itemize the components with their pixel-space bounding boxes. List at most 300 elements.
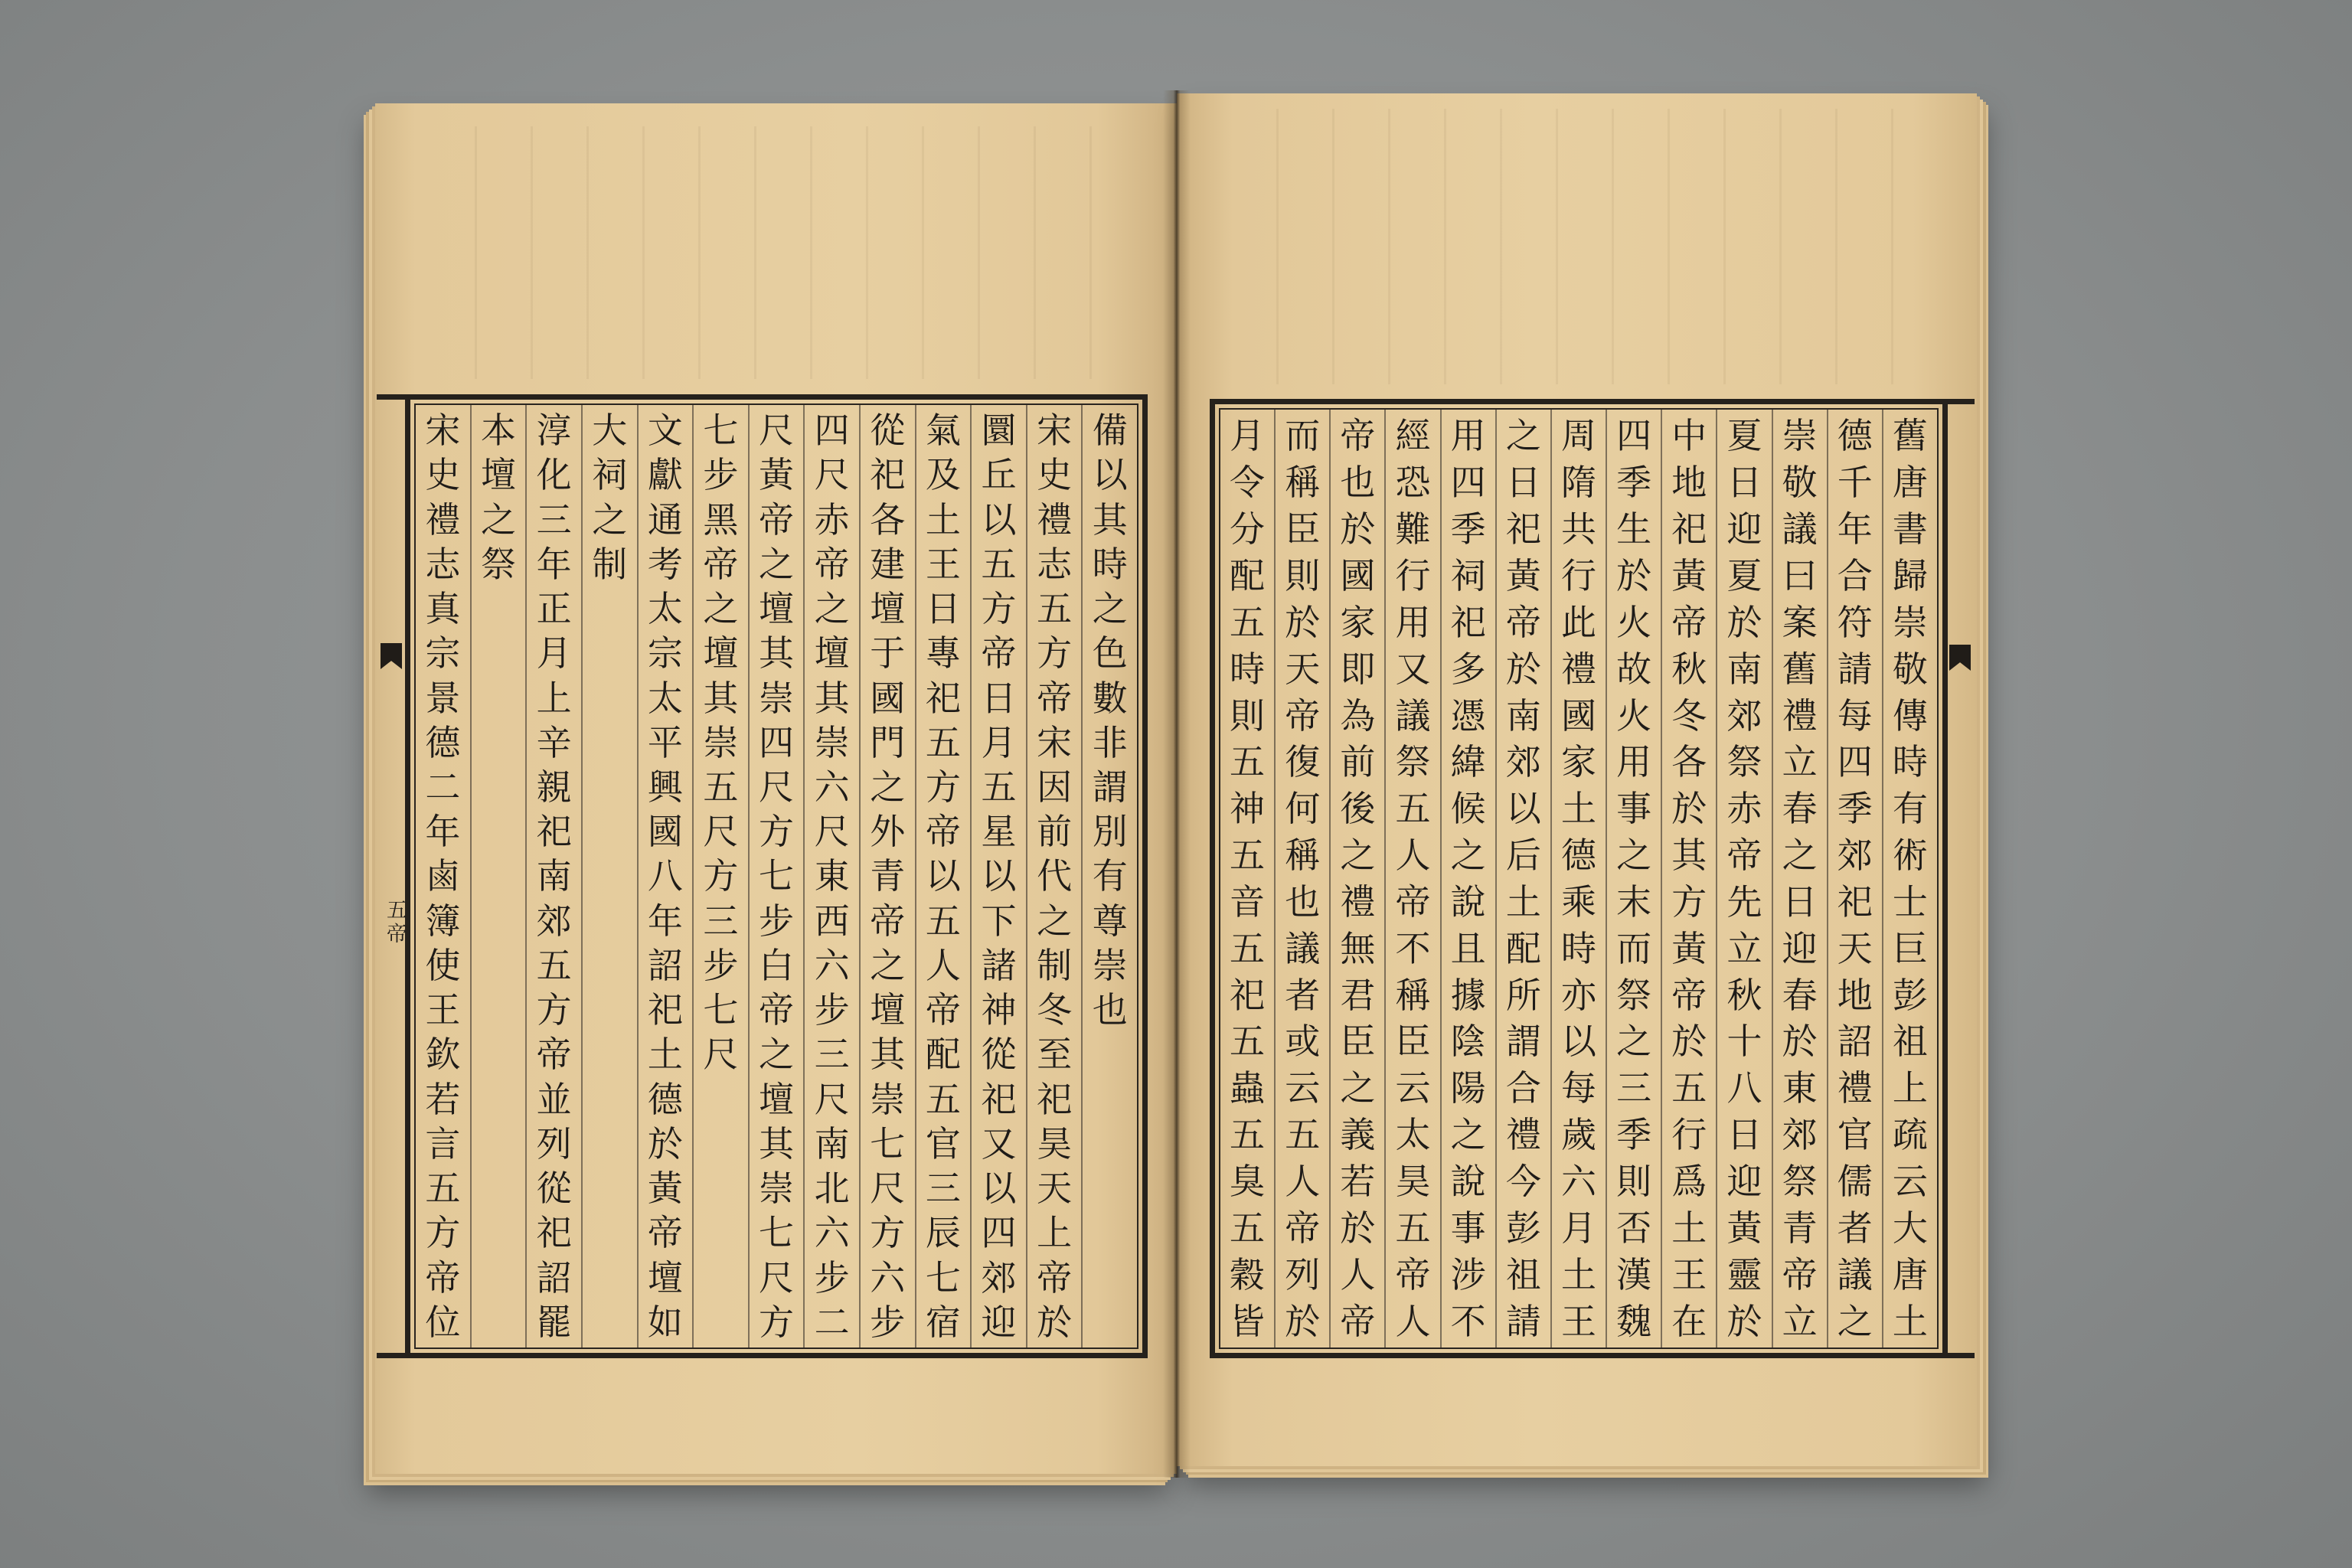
character: 方 — [759, 1301, 795, 1343]
character: 尺 — [870, 1168, 906, 1210]
character: 尺 — [814, 1078, 850, 1120]
character: 德 — [425, 721, 461, 763]
character: 之 — [870, 944, 906, 986]
text-columns — [1220, 410, 1937, 1348]
character: 帝 — [814, 543, 850, 585]
character: 五 — [925, 1078, 961, 1120]
character: 從 — [870, 410, 906, 452]
character: 隋 — [1560, 462, 1596, 504]
character: 之 — [1837, 1300, 1873, 1342]
character: 春 — [1782, 974, 1818, 1016]
character: 色 — [1092, 632, 1128, 675]
character: 丘 — [981, 454, 1017, 496]
character: 方 — [1037, 632, 1073, 675]
character: 神 — [981, 989, 1017, 1031]
character: 之 — [870, 766, 906, 808]
character: 門 — [870, 721, 906, 763]
character: 祀 — [647, 989, 683, 1031]
character: 配 — [1230, 554, 1266, 596]
character: 崇 — [1092, 944, 1128, 986]
character: 日 — [1726, 1114, 1762, 1156]
character: 祀 — [536, 1212, 572, 1254]
character: 祭 — [1395, 741, 1431, 783]
character: 又 — [981, 1122, 1017, 1165]
character: 土 — [1505, 880, 1541, 923]
character: 每 — [1837, 694, 1873, 737]
character: 人 — [1395, 1300, 1431, 1342]
character: 禮 — [425, 498, 461, 541]
character: 志 — [1037, 543, 1073, 585]
character: 各 — [870, 498, 906, 541]
character: 氣 — [925, 410, 961, 452]
character: 靈 — [1726, 1253, 1762, 1295]
character: 歲 — [1560, 1114, 1596, 1156]
character: 國 — [1340, 554, 1376, 596]
character: 前 — [1340, 741, 1376, 783]
character: 步 — [870, 1301, 906, 1343]
character: 之 — [480, 498, 516, 541]
character: 官 — [925, 1122, 961, 1165]
character: 六 — [1560, 1161, 1596, 1203]
character: 之 — [1616, 1021, 1652, 1063]
character: 土 — [1892, 1300, 1928, 1342]
character: 祀 — [870, 454, 906, 496]
character: 四 — [1616, 415, 1652, 457]
character: 禮 — [1037, 498, 1073, 541]
character: 上 — [1037, 1212, 1073, 1254]
character: 西 — [814, 900, 850, 942]
character: 乘 — [1560, 880, 1596, 923]
character: 三 — [925, 1168, 961, 1210]
character: 爲 — [1671, 1161, 1707, 1203]
character: 黃 — [1671, 927, 1707, 969]
character: 三 — [814, 1034, 850, 1076]
character: 六 — [814, 1212, 850, 1254]
character: 中 — [1671, 415, 1707, 457]
character: 詔 — [647, 944, 683, 986]
character: 之 — [1037, 900, 1073, 942]
character: 宋 — [425, 410, 461, 452]
character: 于 — [870, 632, 906, 675]
character: 於 — [1671, 788, 1707, 830]
character: 日 — [925, 588, 961, 630]
character: 之 — [1782, 835, 1818, 877]
character: 位 — [425, 1301, 461, 1343]
character: 行 — [1560, 554, 1596, 596]
character: 之 — [703, 588, 739, 630]
character: 以 — [981, 1168, 1017, 1210]
character: 青 — [1782, 1207, 1818, 1249]
character: 之 — [759, 1034, 795, 1076]
character: 而 — [1616, 927, 1652, 969]
character: 其 — [703, 677, 739, 719]
character: 日 — [1726, 462, 1762, 504]
character: 也 — [1340, 462, 1376, 504]
character: 火 — [1616, 694, 1652, 737]
character: 帝 — [925, 989, 961, 1031]
character: 日 — [981, 677, 1017, 719]
character: 官 — [1837, 1114, 1873, 1156]
character: 之 — [1450, 835, 1486, 877]
character: 祀 — [1671, 508, 1707, 550]
character: 否 — [1616, 1207, 1652, 1249]
character: 以 — [1092, 454, 1128, 496]
character: 陽 — [1450, 1067, 1486, 1109]
character: 祀 — [925, 677, 961, 719]
character: 家 — [1560, 741, 1596, 783]
character: 四 — [759, 721, 795, 763]
character: 謂 — [1092, 766, 1128, 808]
character: 郊 — [1726, 694, 1762, 737]
character: 方 — [925, 766, 961, 808]
character: 祖 — [1892, 1021, 1928, 1063]
character: 黃 — [759, 454, 795, 496]
text-column — [915, 405, 971, 1348]
character: 罷 — [536, 1301, 572, 1343]
character: 數 — [1092, 677, 1128, 719]
text-column — [748, 405, 804, 1348]
character: 備 — [1092, 410, 1128, 452]
character: 合 — [1505, 1067, 1541, 1109]
printed-frame — [405, 394, 1148, 1358]
character: 年 — [647, 900, 683, 942]
character: 尺 — [703, 811, 739, 853]
character: 漢 — [1616, 1253, 1652, 1295]
character: 謂 — [1505, 1021, 1541, 1063]
character: 臭 — [1230, 1161, 1266, 1203]
character: 巨 — [1892, 927, 1928, 969]
character: 壇 — [759, 588, 795, 630]
character: 於 — [1285, 601, 1321, 643]
character: 蟲 — [1230, 1067, 1266, 1109]
character: 之 — [759, 543, 795, 585]
text-column — [525, 405, 581, 1348]
character: 月 — [1560, 1207, 1596, 1249]
character: 步 — [814, 1256, 850, 1298]
character: 皆 — [1230, 1300, 1266, 1342]
character: 化 — [536, 454, 572, 496]
character: 傳 — [1892, 694, 1928, 737]
character: 年 — [536, 543, 572, 585]
character: 於 — [1671, 1021, 1707, 1063]
character: 尺 — [759, 410, 795, 452]
character: 三 — [703, 900, 739, 942]
character: 后 — [1505, 835, 1541, 877]
character: 五 — [981, 543, 1017, 585]
character: 年 — [1837, 508, 1873, 550]
character: 火 — [1616, 601, 1652, 643]
character: 迎 — [1782, 927, 1818, 969]
character: 如 — [647, 1301, 683, 1343]
character: 月 — [981, 721, 1017, 763]
character: 稱 — [1395, 974, 1431, 1016]
character: 有 — [1092, 855, 1128, 897]
character: 德 — [1560, 835, 1596, 877]
character: 五 — [1230, 741, 1266, 783]
character: 禮 — [1560, 648, 1596, 690]
character: 辛 — [536, 721, 572, 763]
character: 欽 — [425, 1034, 461, 1076]
character: 禮 — [1340, 880, 1376, 923]
character: 禮 — [1837, 1067, 1873, 1109]
character: 符 — [1837, 601, 1873, 643]
character: 王 — [1671, 1253, 1707, 1295]
character: 帝 — [870, 900, 906, 942]
character: 五 — [1230, 1021, 1266, 1063]
character: 北 — [814, 1168, 850, 1210]
character: 舊 — [1782, 648, 1818, 690]
character: 亦 — [1560, 974, 1596, 1016]
character: 時 — [1560, 927, 1596, 969]
character: 史 — [1037, 454, 1073, 496]
character: 八 — [647, 855, 683, 897]
character: 五 — [981, 766, 1017, 808]
character: 制 — [1037, 944, 1073, 986]
character: 而 — [1285, 415, 1321, 457]
character: 七 — [925, 1256, 961, 1298]
character: 七 — [759, 1212, 795, 1254]
character: 王 — [425, 989, 461, 1031]
character: 帝 — [703, 543, 739, 585]
character: 帝 — [759, 498, 795, 541]
character: 議 — [1782, 508, 1818, 550]
character: 尺 — [814, 454, 850, 496]
character: 言 — [425, 1122, 461, 1165]
text-column — [1440, 410, 1495, 1348]
character: 臣 — [1395, 1021, 1431, 1063]
character: 冬 — [1671, 694, 1707, 737]
character: 月 — [536, 632, 572, 675]
character: 各 — [1671, 741, 1707, 783]
character: 家 — [1340, 601, 1376, 643]
fold-margin — [377, 394, 407, 1358]
text-column — [1827, 410, 1882, 1348]
character: 五 — [1671, 1067, 1707, 1109]
character: 緯 — [1450, 741, 1486, 783]
character: 黃 — [1505, 554, 1541, 596]
character: 無 — [1340, 927, 1376, 969]
character: 崇 — [759, 677, 795, 719]
character: 祀 — [1837, 880, 1873, 923]
character: 辰 — [925, 1212, 961, 1254]
character: 事 — [1616, 788, 1652, 830]
character: 及 — [925, 454, 961, 496]
character: 景 — [425, 677, 461, 719]
character: 黃 — [1726, 1207, 1762, 1249]
character: 郊 — [1782, 1114, 1818, 1156]
character: 季 — [1616, 462, 1652, 504]
character: 壇 — [480, 454, 516, 496]
character: 簿 — [425, 900, 461, 942]
character: 其 — [759, 632, 795, 675]
character: 時 — [1092, 543, 1128, 585]
character: 云 — [1285, 1067, 1321, 1109]
character: 禮 — [1505, 1114, 1541, 1156]
character: 臣 — [1340, 1021, 1376, 1063]
character: 士 — [1892, 880, 1928, 923]
character: 帝 — [1285, 694, 1321, 737]
character: 祭 — [480, 543, 516, 585]
character: 祭 — [1782, 1161, 1818, 1203]
character: 分 — [1230, 508, 1266, 550]
character: 壇 — [647, 1256, 683, 1298]
character: 議 — [1837, 1253, 1873, 1295]
character: 行 — [1671, 1114, 1707, 1156]
character: 帝 — [1505, 601, 1541, 643]
character: 五 — [925, 900, 961, 942]
character: 又 — [1395, 648, 1431, 690]
character: 之 — [1092, 588, 1128, 630]
character: 配 — [1505, 927, 1541, 969]
character: 鹵 — [425, 855, 461, 897]
text-column — [1606, 410, 1661, 1348]
character: 者 — [1837, 1207, 1873, 1249]
character: 祭 — [1726, 741, 1762, 783]
character: 崇 — [759, 1168, 795, 1210]
text-column — [1882, 410, 1937, 1348]
character: 諸 — [981, 944, 1017, 986]
text-column — [1329, 410, 1384, 1348]
character: 王 — [925, 543, 961, 585]
character: 德 — [1837, 415, 1873, 457]
character: 復 — [1285, 741, 1321, 783]
character: 人 — [1395, 835, 1431, 877]
character: 穀 — [1230, 1253, 1266, 1295]
character: 以 — [981, 498, 1017, 541]
character: 日 — [1505, 462, 1541, 504]
character: 即 — [1340, 648, 1376, 690]
character: 親 — [536, 766, 572, 808]
character: 於 — [647, 1122, 683, 1165]
character: 疏 — [1892, 1114, 1928, 1156]
character: 云 — [1395, 1067, 1431, 1109]
character: 黑 — [703, 498, 739, 541]
character: 史 — [425, 454, 461, 496]
character: 圜 — [981, 410, 1017, 452]
text-columns — [416, 405, 1137, 1348]
character: 尊 — [1092, 900, 1128, 942]
frame-inner-line — [414, 403, 1138, 1349]
character: 以 — [1560, 1021, 1596, 1063]
character: 祀 — [1505, 508, 1541, 550]
character: 其 — [814, 677, 850, 719]
character: 日 — [1782, 880, 1818, 923]
character: 臣 — [1285, 508, 1321, 550]
character: 五 — [1395, 1207, 1431, 1249]
character: 也 — [1092, 989, 1128, 1031]
fish-tail-mark — [381, 643, 402, 669]
character: 土 — [1560, 788, 1596, 830]
character: 郊 — [1505, 741, 1541, 783]
character: 人 — [1285, 1161, 1321, 1203]
character: 文 — [647, 410, 683, 452]
character: 彭 — [1505, 1207, 1541, 1249]
text-column — [1026, 405, 1082, 1348]
character: 五 — [1395, 788, 1431, 830]
character: 禮 — [1782, 694, 1818, 737]
character: 則 — [1285, 554, 1321, 596]
character: 冬 — [1037, 989, 1073, 1031]
character: 之 — [814, 588, 850, 630]
character: 平 — [647, 721, 683, 763]
character: 天 — [1837, 927, 1873, 969]
character: 五 — [536, 944, 572, 986]
character: 宗 — [647, 632, 683, 675]
character: 尺 — [703, 1034, 739, 1076]
character: 不 — [1450, 1300, 1486, 1342]
character: 考 — [647, 543, 683, 585]
character: 通 — [647, 498, 683, 541]
text-column — [1716, 410, 1771, 1348]
character: 星 — [981, 811, 1017, 853]
character: 專 — [925, 632, 961, 675]
character: 詔 — [536, 1256, 572, 1298]
character: 君 — [1340, 974, 1376, 1016]
character: 下 — [981, 900, 1017, 942]
left-page — [375, 103, 1177, 1474]
character: 舊 — [1892, 415, 1928, 457]
character: 月 — [1230, 415, 1266, 457]
character: 陰 — [1450, 1021, 1486, 1063]
character: 於 — [1340, 508, 1376, 550]
character: 此 — [1560, 601, 1596, 643]
character: 崇 — [870, 1078, 906, 1120]
character: 用 — [1395, 601, 1431, 643]
character: 末 — [1616, 880, 1652, 923]
character: 天 — [1285, 648, 1321, 690]
character: 所 — [1505, 974, 1541, 1016]
character: 黃 — [1671, 554, 1707, 596]
character: 宋 — [1037, 410, 1073, 452]
text-column — [692, 405, 748, 1348]
character: 年 — [425, 811, 461, 853]
character: 也 — [1285, 880, 1321, 923]
text-column — [1550, 410, 1606, 1348]
character: 上 — [536, 677, 572, 719]
character: 據 — [1450, 974, 1486, 1016]
character: 南 — [536, 855, 572, 897]
character: 帝 — [925, 811, 961, 853]
character: 生 — [1616, 508, 1652, 550]
character: 四 — [1837, 741, 1873, 783]
character: 上 — [1892, 1067, 1928, 1109]
character: 南 — [1726, 648, 1762, 690]
character: 六 — [870, 1256, 906, 1298]
character: 非 — [1092, 721, 1128, 763]
character: 四 — [1450, 462, 1486, 504]
book-gutter — [1163, 90, 1191, 1478]
character: 太 — [647, 588, 683, 630]
character: 帝 — [1671, 974, 1707, 1016]
character: 帝 — [647, 1212, 683, 1254]
character: 步 — [759, 900, 795, 942]
character: 於 — [1340, 1207, 1376, 1249]
character: 五 — [1230, 1207, 1266, 1249]
character: 七 — [703, 410, 739, 452]
character: 壇 — [759, 1078, 795, 1120]
character: 共 — [1560, 508, 1596, 550]
character: 帝 — [1395, 1253, 1431, 1295]
character: 五 — [1037, 588, 1073, 630]
character: 其 — [1092, 498, 1128, 541]
character: 從 — [536, 1168, 572, 1210]
character: 獻 — [647, 454, 683, 496]
character: 於 — [1037, 1301, 1073, 1343]
character: 使 — [425, 944, 461, 986]
character: 帝 — [1726, 835, 1762, 877]
character: 方 — [536, 989, 572, 1031]
character: 土 — [925, 498, 961, 541]
